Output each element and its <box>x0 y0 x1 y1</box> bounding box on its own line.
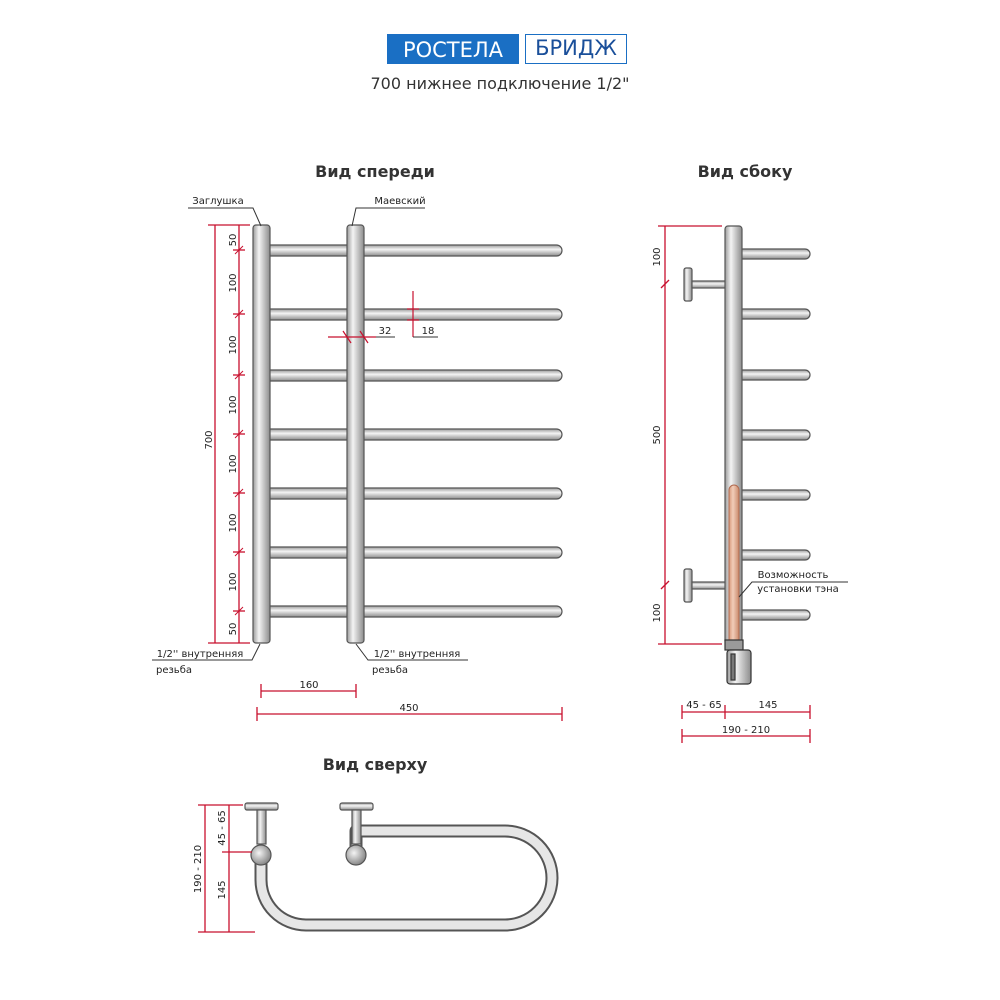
rung-6 <box>256 547 562 558</box>
side-wall-mounts <box>684 268 726 602</box>
rung-3 <box>256 370 562 381</box>
top-callouts <box>188 208 425 226</box>
heater-label-line1: Возможность <box>757 570 829 581</box>
front-rungs <box>256 245 562 617</box>
top-view <box>193 755 552 932</box>
label-mayevsky: Маевский <box>374 196 426 207</box>
side-view <box>652 162 848 743</box>
side-dim-190-210: 190 - 210 <box>721 725 771 736</box>
side-dim-45-65: 45 - 65 <box>686 700 722 711</box>
dim-32: 32 <box>378 326 392 337</box>
top-dim-145: 145 <box>217 880 228 900</box>
top-loop-inner <box>286 856 527 900</box>
brand-right: БРИДЖ <box>525 34 627 64</box>
thread-right-line1: 1/2'' внутренняя <box>373 649 461 660</box>
top-dim-45-65: 45 - 65 <box>217 810 228 846</box>
side-dim-500: 500 <box>652 425 663 445</box>
heater-element <box>729 485 739 645</box>
side-dim-100-top: 100 <box>652 247 663 267</box>
label-plug: Заглушка <box>192 196 244 207</box>
thread-left-line1: 1/2'' внутренняя <box>156 649 244 660</box>
thread-right-line2: резьба <box>371 665 409 676</box>
rung-4 <box>256 429 562 440</box>
dim-100-f: 100 <box>228 572 239 592</box>
rung-5 <box>256 488 562 499</box>
rung-7 <box>256 606 562 617</box>
dim-50-bottom: 50 <box>228 622 239 636</box>
rung-1 <box>256 245 562 256</box>
left-post <box>253 225 270 643</box>
side-dim-145: 145 <box>758 700 778 711</box>
side-height-labels <box>652 247 663 622</box>
brand-left: РОСТЕЛА <box>387 34 519 64</box>
side-view-title: Вид сбоку <box>697 162 793 181</box>
front-view-title: Вид спереди <box>315 162 435 181</box>
dim-100-c: 100 <box>228 395 239 415</box>
top-post-right <box>346 845 366 865</box>
top-loop-fill <box>261 831 552 925</box>
dim-160: 160 <box>299 680 319 691</box>
top-wall-brackets <box>245 803 373 844</box>
heater-label-line2: установки тэна <box>757 584 839 595</box>
dim-100-a: 100 <box>228 273 239 293</box>
heater-head <box>725 640 751 684</box>
top-depth-labels <box>193 810 228 899</box>
rung-2 <box>256 309 562 320</box>
side-rungs <box>736 249 810 620</box>
top-view-title: Вид сверху <box>322 755 428 774</box>
dim-18: 18 <box>421 326 435 337</box>
dim-100-e: 100 <box>228 513 239 533</box>
side-dim-100-bottom: 100 <box>652 603 663 623</box>
top-dim-190-210: 190 - 210 <box>193 844 204 894</box>
front-view <box>152 162 562 721</box>
dim-450: 450 <box>399 703 419 714</box>
dim-700: 700 <box>204 430 215 450</box>
dim-100-b: 100 <box>228 335 239 355</box>
thread-left-line2: резьба <box>155 665 193 676</box>
dim-100-d: 100 <box>228 454 239 474</box>
dim-50-top: 50 <box>228 233 239 247</box>
right-post <box>347 225 364 643</box>
page-subtitle: 700 нижнее подключение 1/2" <box>370 74 630 93</box>
top-post-left <box>251 845 271 865</box>
top-loop-outline <box>261 831 552 925</box>
